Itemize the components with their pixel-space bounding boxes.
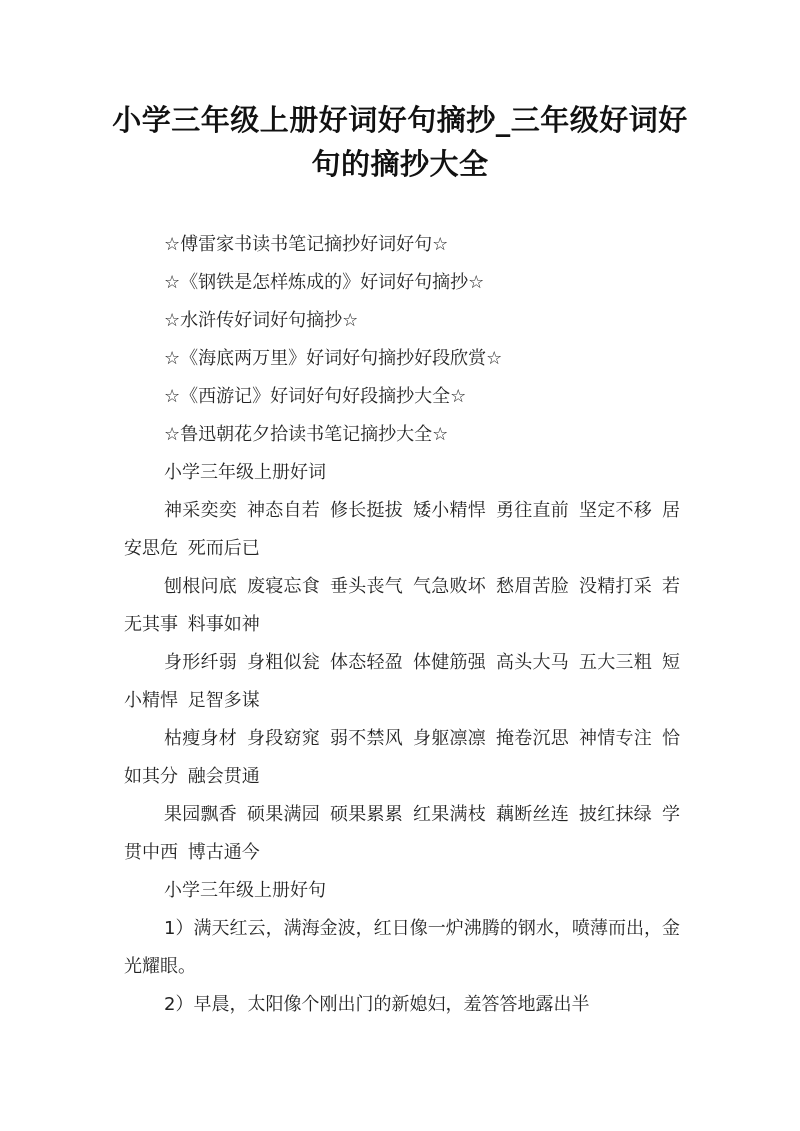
words-group: 刨根问底 废寝忘食 垂头丧气 气急败坏 愁眉苦脸 没精打采 若无其事 料事如神 [124, 576, 680, 635]
document-title: 小学三年级上册好词好句摘抄_三年级好词好句的摘抄大全 [112, 103, 688, 181]
related-link-fulei[interactable]: ☆傅雷家书读书笔记摘抄好词好句☆ [164, 234, 449, 255]
sentence-item: 1）满天红云，满海金波，红日像一炉沸腾的钢水，喷薄而出，金光耀眼。 [124, 918, 680, 977]
related-link-luxun[interactable]: ☆鲁迅朝花夕拾读书笔记摘抄大全☆ [164, 424, 449, 445]
sentences-heading: 小学三年级上册好句 [164, 880, 326, 901]
words-group: 枯瘦身材 身段窈窕 弱不禁风 身躯凛凛 掩卷沉思 神情专注 恰如其分 融会贯通 [124, 728, 680, 787]
words-group: 果园飘香 硕果满园 硕果累累 红果满枝 藕断丝连 披红抹绿 学贯中西 博古通今 [124, 804, 680, 863]
document-body [124, 226, 680, 1024]
words-group: 身形纤弱 身粗似瓮 体态轻盈 体健筋强 高头大马 五大三粗 短小精悍 足智多谋 [124, 652, 680, 711]
words-group: 神采奕奕 神态自若 修长挺拔 矮小精悍 勇往直前 坚定不移 居安思危 死而后已 [124, 500, 680, 559]
sentence-item: 2）早晨，太阳像个刚出门的新媳妇，羞答答地露出半 [164, 994, 590, 1015]
related-link-steel[interactable]: ☆《钢铁是怎样炼成的》好词好句摘抄☆ [164, 272, 485, 293]
related-link-shuihu[interactable]: ☆水浒传好词好句摘抄☆ [164, 310, 359, 331]
related-link-haidi[interactable]: ☆《海底两万里》好词好句摘抄好段欣赏☆ [164, 348, 503, 369]
words-heading: 小学三年级上册好词 [164, 462, 326, 483]
related-link-xiyouji[interactable]: ☆《西游记》好词好句好段摘抄大全☆ [164, 386, 467, 407]
